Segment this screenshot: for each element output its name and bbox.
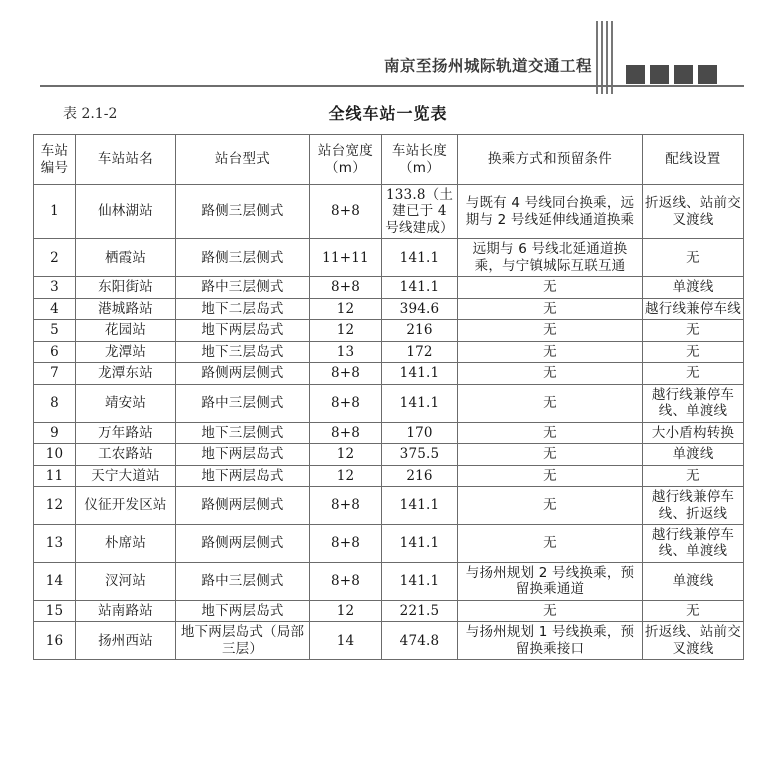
cell-station-name: 天宁大道站 <box>76 465 176 486</box>
table-row <box>34 320 744 341</box>
cell-platform-type: 地下两层岛式 <box>176 320 310 341</box>
column-header-unit: （m） <box>398 159 441 176</box>
cell-station-no: 6 <box>34 341 76 362</box>
cell-platform-type: 地下二层岛式 <box>176 298 310 319</box>
cell-station-no: 5 <box>34 320 76 341</box>
cell-station-name: 仪征开发区站 <box>76 487 176 525</box>
cell-track-layout: 无 <box>643 600 744 621</box>
cell-station-no: 8 <box>34 384 76 422</box>
cell-platform-width: 12 <box>310 298 382 319</box>
cell-platform-type: 地下两层岛式 <box>176 465 310 486</box>
cell-station-name: 花园站 <box>76 320 176 341</box>
cell-platform-type: 地下三层岛式 <box>176 341 310 362</box>
table-row <box>34 363 744 384</box>
cell-station-no: 2 <box>34 239 76 277</box>
cell-platform-width: 8+8 <box>310 185 382 239</box>
cell-transfer: 无 <box>458 524 643 562</box>
table-row <box>34 444 744 465</box>
cell-station-length: 221.5 <box>382 600 458 621</box>
cell-platform-width: 12 <box>310 465 382 486</box>
cell-station-no: 15 <box>34 600 76 621</box>
cell-station-name: 汊河站 <box>76 562 176 600</box>
cell-transfer: 无 <box>458 384 643 422</box>
cell-station-no: 3 <box>34 277 76 298</box>
cell-station-length: 141.1 <box>382 384 458 422</box>
column-header-line1: 车站长度 <box>391 143 448 160</box>
column-header-platform-type <box>176 135 310 185</box>
table-row <box>34 341 744 362</box>
table-header-row <box>34 135 744 185</box>
stations-table-wrapper <box>33 134 743 660</box>
cell-station-no: 10 <box>34 444 76 465</box>
cell-station-name: 站南路站 <box>76 600 176 621</box>
cell-transfer: 无 <box>458 341 643 362</box>
column-header-station-name <box>76 135 176 185</box>
cell-platform-width: 12 <box>310 600 382 621</box>
cell-platform-width: 8+8 <box>310 384 382 422</box>
column-header-station-length <box>382 135 458 185</box>
cell-platform-type: 路侧两层侧式 <box>176 524 310 562</box>
cell-transfer: 远期与 6 号线北延通道换乘，与宁镇城际互联互通 <box>458 239 643 277</box>
stations-table <box>33 134 744 660</box>
header-rule <box>40 85 744 87</box>
running-header <box>0 48 784 96</box>
cell-transfer: 与既有 4 号线同台换乘，远期与 2 号线延伸线通道换乘 <box>458 185 643 239</box>
table-row <box>34 622 744 660</box>
table-row <box>34 562 744 600</box>
cell-station-length: 216 <box>382 320 458 341</box>
table-number: 表 2.1-2 <box>63 106 118 122</box>
cell-platform-width: 8+8 <box>310 524 382 562</box>
cell-platform-width: 11+11 <box>310 239 382 277</box>
cell-track-layout: 折返线、站前交叉渡线 <box>643 185 744 239</box>
table-row <box>34 524 744 562</box>
cell-platform-type: 路侧三层侧式 <box>176 185 310 239</box>
cell-track-layout: 越行线兼停车线、折返线 <box>643 487 744 525</box>
cell-platform-type: 路中三层侧式 <box>176 384 310 422</box>
cell-platform-width: 14 <box>310 622 382 660</box>
cell-station-no: 4 <box>34 298 76 319</box>
cell-platform-type: 路中三层侧式 <box>176 562 310 600</box>
cell-transfer: 无 <box>458 487 643 525</box>
cell-platform-type: 地下两层岛式 <box>176 444 310 465</box>
cell-track-layout: 折返线、站前交叉渡线 <box>643 622 744 660</box>
column-header-track-layout <box>643 135 744 185</box>
cell-platform-type: 路中三层侧式 <box>176 277 310 298</box>
cell-platform-type: 路侧两层侧式 <box>176 363 310 384</box>
cell-transfer: 与扬州规划 1 号线换乘，预留换乘接口 <box>458 622 643 660</box>
table-row <box>34 277 744 298</box>
cell-track-layout: 越行线兼停车线 <box>643 298 744 319</box>
cell-transfer: 无 <box>458 600 643 621</box>
cell-platform-width: 8+8 <box>310 487 382 525</box>
column-header-line1: 站台宽度 <box>317 143 374 160</box>
table-row <box>34 465 744 486</box>
cell-station-no: 14 <box>34 562 76 600</box>
header-vertical-bars-decoration <box>596 21 614 94</box>
cell-transfer: 无 <box>458 298 643 319</box>
cell-track-layout: 单渡线 <box>643 444 744 465</box>
column-header-platform-width <box>310 135 382 185</box>
cell-station-name: 龙潭东站 <box>76 363 176 384</box>
cell-platform-width: 8+8 <box>310 562 382 600</box>
cell-station-no: 9 <box>34 422 76 443</box>
cell-station-name: 栖霞站 <box>76 239 176 277</box>
cell-platform-type: 路侧两层侧式 <box>176 487 310 525</box>
table-header <box>34 135 744 185</box>
table-row <box>34 384 744 422</box>
cell-station-name: 工农路站 <box>76 444 176 465</box>
cell-platform-width: 12 <box>310 320 382 341</box>
cell-station-name: 港城路站 <box>76 298 176 319</box>
cell-station-length: 141.1 <box>382 524 458 562</box>
table-body <box>34 185 744 660</box>
cell-station-no: 7 <box>34 363 76 384</box>
cell-station-name: 万年路站 <box>76 422 176 443</box>
cell-station-no: 12 <box>34 487 76 525</box>
cell-track-layout: 无 <box>643 363 744 384</box>
cell-track-layout: 无 <box>643 239 744 277</box>
table-row <box>34 185 744 239</box>
cell-track-layout: 越行线兼停车线、单渡线 <box>643 384 744 422</box>
cell-station-length: 141.1 <box>382 277 458 298</box>
cell-platform-width: 8+8 <box>310 422 382 443</box>
table-title: 全线车站一览表 <box>328 104 448 123</box>
cell-transfer: 无 <box>458 363 643 384</box>
cell-station-length: 141.1 <box>382 239 458 277</box>
cell-transfer: 无 <box>458 422 643 443</box>
table-caption <box>33 103 743 127</box>
cell-platform-width: 13 <box>310 341 382 362</box>
column-header-station-no <box>34 135 76 185</box>
column-header-unit: （m） <box>324 159 367 176</box>
cell-station-name: 龙潭站 <box>76 341 176 362</box>
cell-transfer: 无 <box>458 465 643 486</box>
cell-station-no: 1 <box>34 185 76 239</box>
cell-platform-type: 路侧三层侧式 <box>176 239 310 277</box>
cell-station-name: 东阳街站 <box>76 277 176 298</box>
column-header-line1: 车站站名 <box>97 151 154 168</box>
cell-platform-type: 地下两层岛式 <box>176 600 310 621</box>
cell-station-name: 扬州西站 <box>76 622 176 660</box>
cell-station-name: 靖安站 <box>76 384 176 422</box>
cell-station-length: 141.1 <box>382 487 458 525</box>
cell-platform-width: 12 <box>310 444 382 465</box>
cell-station-length: 172 <box>382 341 458 362</box>
cell-station-length: 141.1 <box>382 363 458 384</box>
cell-track-layout: 单渡线 <box>643 562 744 600</box>
project-title: 南京至扬州城际轨道交通工程 <box>383 57 592 75</box>
cell-platform-width: 8+8 <box>310 363 382 384</box>
cell-station-length: 141.1 <box>382 562 458 600</box>
cell-station-no: 16 <box>34 622 76 660</box>
cell-track-layout: 无 <box>643 341 744 362</box>
cell-transfer: 无 <box>458 320 643 341</box>
cell-transfer: 无 <box>458 277 643 298</box>
cell-station-name: 仙林湖站 <box>76 185 176 239</box>
cell-track-layout: 单渡线 <box>643 277 744 298</box>
cell-station-length: 170 <box>382 422 458 443</box>
cell-transfer: 无 <box>458 444 643 465</box>
column-header-line1: 车站 <box>40 143 69 160</box>
column-header-line1: 换乘方式和预留条件 <box>487 151 613 168</box>
cell-track-layout: 大小盾构转换 <box>643 422 744 443</box>
table-row <box>34 487 744 525</box>
cell-platform-type: 地下两层岛式（局部三层） <box>176 622 310 660</box>
cell-track-layout: 无 <box>643 465 744 486</box>
cell-transfer: 与扬州规划 2 号线换乘，预留换乘通道 <box>458 562 643 600</box>
table-row <box>34 600 744 621</box>
cell-platform-width: 8+8 <box>310 277 382 298</box>
cell-station-no: 11 <box>34 465 76 486</box>
cell-station-no: 13 <box>34 524 76 562</box>
cell-station-name: 朴席站 <box>76 524 176 562</box>
cell-track-layout: 越行线兼停车线、单渡线 <box>643 524 744 562</box>
table-row <box>34 422 744 443</box>
cell-station-length: 474.8 <box>382 622 458 660</box>
cell-platform-type: 地下三层侧式 <box>176 422 310 443</box>
column-header-line1: 站台型式 <box>214 151 271 168</box>
cell-track-layout: 无 <box>643 320 744 341</box>
cell-station-length: 375.5 <box>382 444 458 465</box>
table-row <box>34 298 744 319</box>
header-squares-decoration <box>626 65 717 84</box>
column-header-line2: 编号 <box>40 159 69 176</box>
cell-station-length: 133.8（土建已于 4 号线建成） <box>382 185 458 239</box>
cell-station-length: 216 <box>382 465 458 486</box>
column-header-line1: 配线设置 <box>665 151 721 168</box>
column-header-transfer <box>458 135 643 185</box>
table-row <box>34 239 744 277</box>
cell-station-length: 394.6 <box>382 298 458 319</box>
